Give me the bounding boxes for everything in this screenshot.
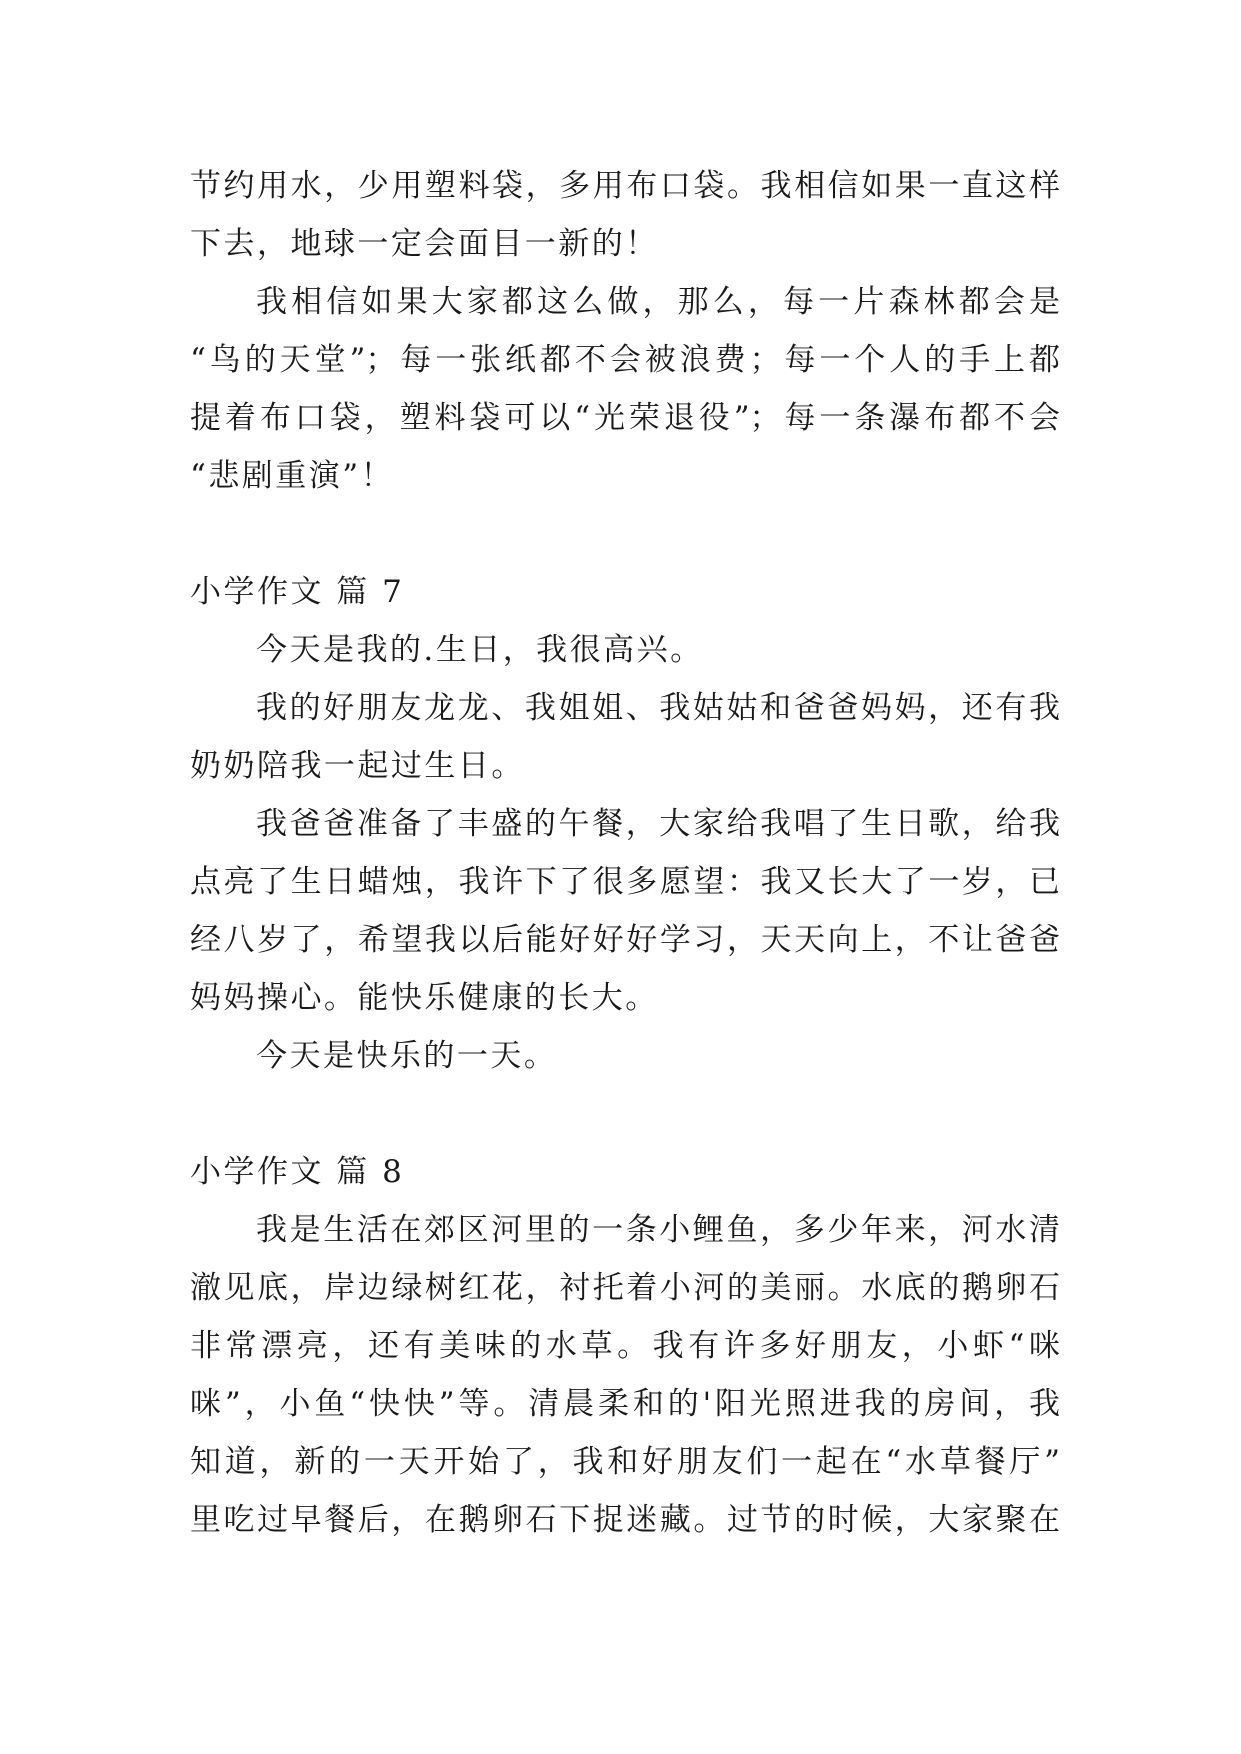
text-line: 节约用水，少用塑料袋，多用布口袋。我相信如果一直这样	[190, 168, 1060, 204]
text-line: 我是生活在郊区河里的一条小鲤鱼，多少年来，河水清	[256, 1212, 1060, 1248]
text-line: 我的好朋友龙龙、我姐姐、我姑姑和爸爸妈妈，还有我	[256, 690, 1060, 726]
text-line: 下去，地球一定会面目一新的！	[190, 226, 659, 262]
text-line: 澈见底，岸边绿树红花，衬托着小河的美丽。水底的鹅卵石	[190, 1270, 1060, 1306]
text-line: 非常漂亮，还有美味的水草。我有许多好朋友，小虾“咪	[190, 1328, 1060, 1364]
text-line: 咪”，小鱼“快快”等。清晨柔和的'阳光照进我的房间，我	[190, 1386, 1060, 1422]
text-line: 妈妈操心。能快乐健康的长大。	[190, 980, 659, 1016]
text-line: 知道，新的一天开始了，我和好朋友们一起在“水草餐厅”	[190, 1444, 1060, 1480]
text-line: 点亮了生日蜡烛，我许下了很多愿望：我又长大了一岁，已	[190, 864, 1060, 900]
text-line: 提着布口袋，塑料袋可以“光荣退役”；每一条瀑布都不会	[190, 400, 1060, 436]
text-line: “鸟的天堂”；每一张纸都不会被浪费；每一个人的手上都	[190, 342, 1060, 378]
text-line: 今天是我的.生日，我很高兴。	[256, 632, 704, 668]
section-heading: 小学作文 篇 8	[190, 1154, 405, 1190]
text-line: 今天是快乐的一天。	[256, 1038, 558, 1074]
text-line: “悲剧重演”！	[190, 458, 395, 494]
text-line: 里吃过早餐后，在鹅卵石下捉迷藏。过节的时候，大家聚在	[190, 1502, 1060, 1538]
text-line: 我相信如果大家都这么做，那么，每一片森林都会是	[256, 284, 1060, 320]
text-line: 经八岁了，希望我以后能好好好学习，天天向上，不让爸爸	[190, 922, 1060, 958]
text-line: 我爸爸准备了丰盛的午餐，大家给我唱了生日歌，给我	[256, 806, 1060, 842]
section-heading: 小学作文 篇 7	[190, 574, 405, 610]
text-line: 奶奶陪我一起过生日。	[190, 748, 525, 784]
